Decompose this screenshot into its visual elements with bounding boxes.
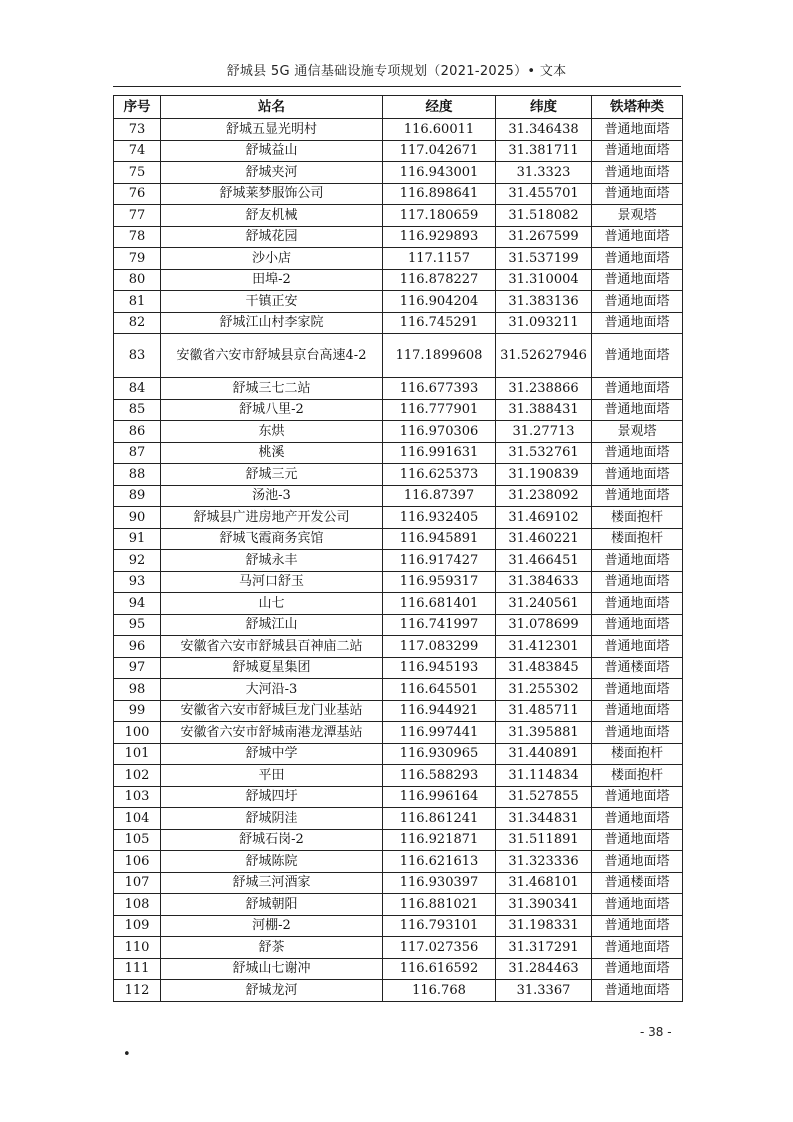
table-row: [114, 614, 683, 636]
cell-latitude: 31.240561: [496, 593, 592, 615]
cell-index: 86: [114, 421, 161, 443]
table-row: [114, 507, 683, 529]
cell-tower-type: 普通地面塔: [592, 226, 683, 248]
cell-longitude: 116.681401: [383, 593, 496, 615]
table-row: [114, 528, 683, 550]
cell-longitude: 117.083299: [383, 636, 496, 658]
cell-index: 80: [114, 269, 161, 291]
cell-tower-type: 普通楼面塔: [592, 872, 683, 894]
cell-tower-type: 普通地面塔: [592, 571, 683, 593]
column-header-tower-type: 铁塔种类: [592, 96, 683, 119]
cell-latitude: 31.532761: [496, 442, 592, 464]
table-row: [114, 700, 683, 722]
cell-site-name: 舒城朝阳: [161, 894, 383, 916]
cell-index: 101: [114, 743, 161, 765]
cell-index: 81: [114, 291, 161, 313]
cell-tower-type: 普通地面塔: [592, 291, 683, 313]
cell-index: 78: [114, 226, 161, 248]
cell-index: 83: [114, 334, 161, 378]
table-row: [114, 765, 683, 787]
cell-longitude: 116.930397: [383, 872, 496, 894]
cell-index: 102: [114, 765, 161, 787]
cell-index: 99: [114, 700, 161, 722]
cell-latitude: 31.190839: [496, 464, 592, 486]
cell-tower-type: 普通地面塔: [592, 399, 683, 421]
cell-tower-type: 普通地面塔: [592, 829, 683, 851]
cell-index: 106: [114, 851, 161, 873]
cell-latitude: 31.485711: [496, 700, 592, 722]
cell-index: 103: [114, 786, 161, 808]
cell-index: 100: [114, 722, 161, 744]
cell-latitude: 31.284463: [496, 958, 592, 980]
cell-site-name: 舒城阴洼: [161, 808, 383, 830]
cell-index: 84: [114, 378, 161, 400]
cell-site-name: 舒城三河酒家: [161, 872, 383, 894]
cell-tower-type: 普通地面塔: [592, 786, 683, 808]
cell-longitude: 116.878227: [383, 269, 496, 291]
cell-latitude: 31.527855: [496, 786, 592, 808]
column-header-latitude: 纬度: [496, 96, 592, 119]
cell-longitude: 116.904204: [383, 291, 496, 313]
page-header: 舒城县 5G 通信基础设施专项规划（2021-2025）• 文本: [226, 64, 567, 79]
cell-longitude: 116.930965: [383, 743, 496, 765]
cell-latitude: 31.469102: [496, 507, 592, 529]
cell-site-name: 安徽省六安市舒城县京台高速4-2: [161, 334, 383, 378]
cell-longitude: 116.645501: [383, 679, 496, 701]
cell-site-name: 舒城江山: [161, 614, 383, 636]
cell-longitude: 117.042671: [383, 140, 496, 162]
table-row: [114, 679, 683, 701]
table-row: [114, 226, 683, 248]
cell-latitude: 31.310004: [496, 269, 592, 291]
cell-site-name: 舒城益山: [161, 140, 383, 162]
cell-longitude: 116.917427: [383, 550, 496, 572]
cell-tower-type: 楼面抱杆: [592, 743, 683, 765]
cell-tower-type: 普通楼面塔: [592, 657, 683, 679]
cell-site-name: 沙小店: [161, 248, 383, 270]
table-row: [114, 915, 683, 937]
cell-site-name: 安徽省六安市舒城县百神庙二站: [161, 636, 383, 658]
table-row: [114, 485, 683, 507]
cell-tower-type: 普通地面塔: [592, 915, 683, 937]
table-row: [114, 743, 683, 765]
cell-tower-type: 普通地面塔: [592, 958, 683, 980]
table-row: [114, 378, 683, 400]
cell-tower-type: 普通地面塔: [592, 485, 683, 507]
cell-index: 94: [114, 593, 161, 615]
table-row: [114, 550, 683, 572]
cell-index: 74: [114, 140, 161, 162]
cell-tower-type: 普通地面塔: [592, 162, 683, 184]
cell-latitude: 31.395881: [496, 722, 592, 744]
table-row: [114, 657, 683, 679]
cell-tower-type: 普通地面塔: [592, 679, 683, 701]
table-row: [114, 636, 683, 658]
table-row: [114, 248, 683, 270]
base-station-table: [113, 95, 683, 1002]
table-row: [114, 808, 683, 830]
cell-index: 82: [114, 312, 161, 334]
page-number: - 38 -: [640, 1025, 672, 1039]
cell-longitude: 116.945891: [383, 528, 496, 550]
header-rule: [113, 86, 681, 87]
cell-longitude: 116.588293: [383, 765, 496, 787]
cell-site-name: 舒城龙河: [161, 980, 383, 1002]
cell-latitude: 31.460221: [496, 528, 592, 550]
cell-index: 112: [114, 980, 161, 1002]
cell-longitude: 116.996164: [383, 786, 496, 808]
column-header-index: 序号: [114, 96, 161, 119]
cell-tower-type: 普通地面塔: [592, 614, 683, 636]
cell-index: 76: [114, 183, 161, 205]
cell-latitude: 31.466451: [496, 550, 592, 572]
cell-tower-type: 普通地面塔: [592, 119, 683, 141]
cell-latitude: 31.198331: [496, 915, 592, 937]
cell-tower-type: 普通地面塔: [592, 851, 683, 873]
cell-site-name: 山七: [161, 593, 383, 615]
cell-longitude: 116.677393: [383, 378, 496, 400]
cell-longitude: 116.943001: [383, 162, 496, 184]
cell-index: 92: [114, 550, 161, 572]
cell-longitude: 116.991631: [383, 442, 496, 464]
cell-longitude: 116.621613: [383, 851, 496, 873]
cell-longitude: 116.745291: [383, 312, 496, 334]
cell-index: 85: [114, 399, 161, 421]
cell-longitude: 116.777901: [383, 399, 496, 421]
cell-longitude: 116.861241: [383, 808, 496, 830]
cell-latitude: 31.238866: [496, 378, 592, 400]
cell-tower-type: 普通地面塔: [592, 593, 683, 615]
cell-tower-type: 普通地面塔: [592, 808, 683, 830]
table-row: [114, 140, 683, 162]
cell-latitude: 31.3323: [496, 162, 592, 184]
cell-longitude: 116.881021: [383, 894, 496, 916]
cell-longitude: 116.60011: [383, 119, 496, 141]
cell-site-name: 舒城县广进房地产开发公司: [161, 507, 383, 529]
cell-site-name: 舒城花园: [161, 226, 383, 248]
table-row: [114, 937, 683, 959]
cell-latitude: 31.483845: [496, 657, 592, 679]
cell-site-name: 汤池-3: [161, 485, 383, 507]
cell-site-name: 舒城江山村李家院: [161, 312, 383, 334]
cell-site-name: 舒城莱梦服饰公司: [161, 183, 383, 205]
cell-longitude: 116.929893: [383, 226, 496, 248]
cell-longitude: 116.970306: [383, 421, 496, 443]
cell-site-name: 舒城五显光明村: [161, 119, 383, 141]
cell-site-name: 马河口舒玉: [161, 571, 383, 593]
table-row: [114, 183, 683, 205]
cell-site-name: 干镇正安: [161, 291, 383, 313]
cell-index: 79: [114, 248, 161, 270]
cell-longitude: 116.997441: [383, 722, 496, 744]
cell-site-name: 舒城夏星集团: [161, 657, 383, 679]
cell-index: 88: [114, 464, 161, 486]
cell-index: 97: [114, 657, 161, 679]
cell-longitude: 117.027356: [383, 937, 496, 959]
cell-site-name: 舒城飞霞商务宾馆: [161, 528, 383, 550]
cell-site-name: 舒城夹河: [161, 162, 383, 184]
table-row: [114, 421, 683, 443]
cell-site-name: 东烘: [161, 421, 383, 443]
cell-tower-type: 普通地面塔: [592, 937, 683, 959]
cell-longitude: 117.180659: [383, 205, 496, 227]
table-row: [114, 722, 683, 744]
table-row: [114, 958, 683, 980]
cell-longitude: 116.898641: [383, 183, 496, 205]
cell-site-name: 安徽省六安市舒城巨龙门业基站: [161, 700, 383, 722]
cell-tower-type: 普通地面塔: [592, 269, 683, 291]
cell-site-name: 舒茶: [161, 937, 383, 959]
table-header-row: [114, 96, 683, 119]
cell-index: 95: [114, 614, 161, 636]
cell-site-name: 河棚-2: [161, 915, 383, 937]
cell-longitude: 116.87397: [383, 485, 496, 507]
cell-latitude: 31.346438: [496, 119, 592, 141]
cell-latitude: 31.317291: [496, 937, 592, 959]
cell-site-name: 舒城石岗-2: [161, 829, 383, 851]
table-row: [114, 291, 683, 313]
cell-latitude: 31.455701: [496, 183, 592, 205]
cell-longitude: 116.616592: [383, 958, 496, 980]
cell-latitude: 31.412301: [496, 636, 592, 658]
cell-tower-type: 普通地面塔: [592, 980, 683, 1002]
cell-site-name: 舒城陈院: [161, 851, 383, 873]
table-body: [114, 119, 683, 1002]
cell-latitude: 31.518082: [496, 205, 592, 227]
table-row: [114, 205, 683, 227]
cell-index: 73: [114, 119, 161, 141]
cell-index: 109: [114, 915, 161, 937]
table-row: [114, 786, 683, 808]
cell-latitude: 31.267599: [496, 226, 592, 248]
cell-index: 93: [114, 571, 161, 593]
cell-tower-type: 普通地面塔: [592, 550, 683, 572]
cell-longitude: 116.944921: [383, 700, 496, 722]
table-row: [114, 119, 683, 141]
cell-longitude: 116.921871: [383, 829, 496, 851]
cell-latitude: 31.078699: [496, 614, 592, 636]
cell-latitude: 31.511891: [496, 829, 592, 851]
cell-tower-type: 普通地面塔: [592, 636, 683, 658]
table-row: [114, 312, 683, 334]
cell-site-name: 田埠-2: [161, 269, 383, 291]
cell-tower-type: 普通地面塔: [592, 464, 683, 486]
cell-tower-type: 普通地面塔: [592, 894, 683, 916]
cell-longitude: 116.959317: [383, 571, 496, 593]
table-row: [114, 334, 683, 378]
cell-latitude: 31.238092: [496, 485, 592, 507]
cell-tower-type: 景观塔: [592, 205, 683, 227]
cell-site-name: 舒城四圩: [161, 786, 383, 808]
cell-site-name: 舒城三七二站: [161, 378, 383, 400]
cell-index: 104: [114, 808, 161, 830]
table-row: [114, 162, 683, 184]
cell-longitude: 117.1157: [383, 248, 496, 270]
cell-index: 77: [114, 205, 161, 227]
table-row: [114, 442, 683, 464]
cell-tower-type: 普通地面塔: [592, 722, 683, 744]
cell-site-name: 舒城永丰: [161, 550, 383, 572]
cell-index: 91: [114, 528, 161, 550]
cell-latitude: 31.114834: [496, 765, 592, 787]
cell-site-name: 舒城八里-2: [161, 399, 383, 421]
cell-tower-type: 楼面抱杆: [592, 528, 683, 550]
cell-longitude: 116.793101: [383, 915, 496, 937]
cell-tower-type: 普通地面塔: [592, 312, 683, 334]
cell-site-name: 大河沿-3: [161, 679, 383, 701]
cell-site-name: 安徽省六安市舒城南港龙潭基站: [161, 722, 383, 744]
cell-latitude: 31.255302: [496, 679, 592, 701]
cell-index: 89: [114, 485, 161, 507]
cell-latitude: 31.27713: [496, 421, 592, 443]
cell-latitude: 31.3367: [496, 980, 592, 1002]
cell-latitude: 31.384633: [496, 571, 592, 593]
cell-latitude: 31.388431: [496, 399, 592, 421]
cell-latitude: 31.537199: [496, 248, 592, 270]
cell-index: 98: [114, 679, 161, 701]
cell-latitude: 31.52627946: [496, 334, 592, 378]
table-row: [114, 980, 683, 1002]
cell-latitude: 31.440891: [496, 743, 592, 765]
cell-latitude: 31.468101: [496, 872, 592, 894]
cell-index: 111: [114, 958, 161, 980]
cell-tower-type: 普通地面塔: [592, 334, 683, 378]
cell-longitude: 116.741997: [383, 614, 496, 636]
column-header-longitude: 经度: [383, 96, 496, 119]
cell-tower-type: 普通地面塔: [592, 442, 683, 464]
table-row: [114, 269, 683, 291]
cell-index: 90: [114, 507, 161, 529]
cell-site-name: 舒城中学: [161, 743, 383, 765]
cell-index: 110: [114, 937, 161, 959]
cell-tower-type: 普通地面塔: [592, 700, 683, 722]
cell-longitude: 116.625373: [383, 464, 496, 486]
cell-tower-type: 楼面抱杆: [592, 507, 683, 529]
cell-tower-type: 楼面抱杆: [592, 765, 683, 787]
cell-tower-type: 普通地面塔: [592, 140, 683, 162]
cell-latitude: 31.383136: [496, 291, 592, 313]
cell-index: 107: [114, 872, 161, 894]
table-row: [114, 829, 683, 851]
cell-site-name: 舒友机械: [161, 205, 383, 227]
cell-index: 87: [114, 442, 161, 464]
cell-longitude: 116.768: [383, 980, 496, 1002]
table-row: [114, 464, 683, 486]
cell-longitude: 117.1899608: [383, 334, 496, 378]
cell-tower-type: 普通地面塔: [592, 378, 683, 400]
table-row: [114, 872, 683, 894]
footer-bullet: •: [123, 1047, 131, 1062]
cell-site-name: 舒城山七谢冲: [161, 958, 383, 980]
cell-site-name: 舒城三元: [161, 464, 383, 486]
cell-latitude: 31.381711: [496, 140, 592, 162]
table-row: [114, 571, 683, 593]
cell-latitude: 31.323336: [496, 851, 592, 873]
cell-longitude: 116.945193: [383, 657, 496, 679]
cell-site-name: 桃溪: [161, 442, 383, 464]
cell-tower-type: 普通地面塔: [592, 183, 683, 205]
column-header-site-name: 站名: [161, 96, 383, 119]
cell-index: 75: [114, 162, 161, 184]
cell-index: 96: [114, 636, 161, 658]
cell-index: 108: [114, 894, 161, 916]
table-row: [114, 894, 683, 916]
cell-tower-type: 普通地面塔: [592, 248, 683, 270]
table-row: [114, 851, 683, 873]
cell-latitude: 31.390341: [496, 894, 592, 916]
table-row: [114, 593, 683, 615]
cell-site-name: 平田: [161, 765, 383, 787]
table-row: [114, 399, 683, 421]
cell-latitude: 31.344831: [496, 808, 592, 830]
cell-tower-type: 景观塔: [592, 421, 683, 443]
cell-index: 105: [114, 829, 161, 851]
cell-latitude: 31.093211: [496, 312, 592, 334]
cell-longitude: 116.932405: [383, 507, 496, 529]
